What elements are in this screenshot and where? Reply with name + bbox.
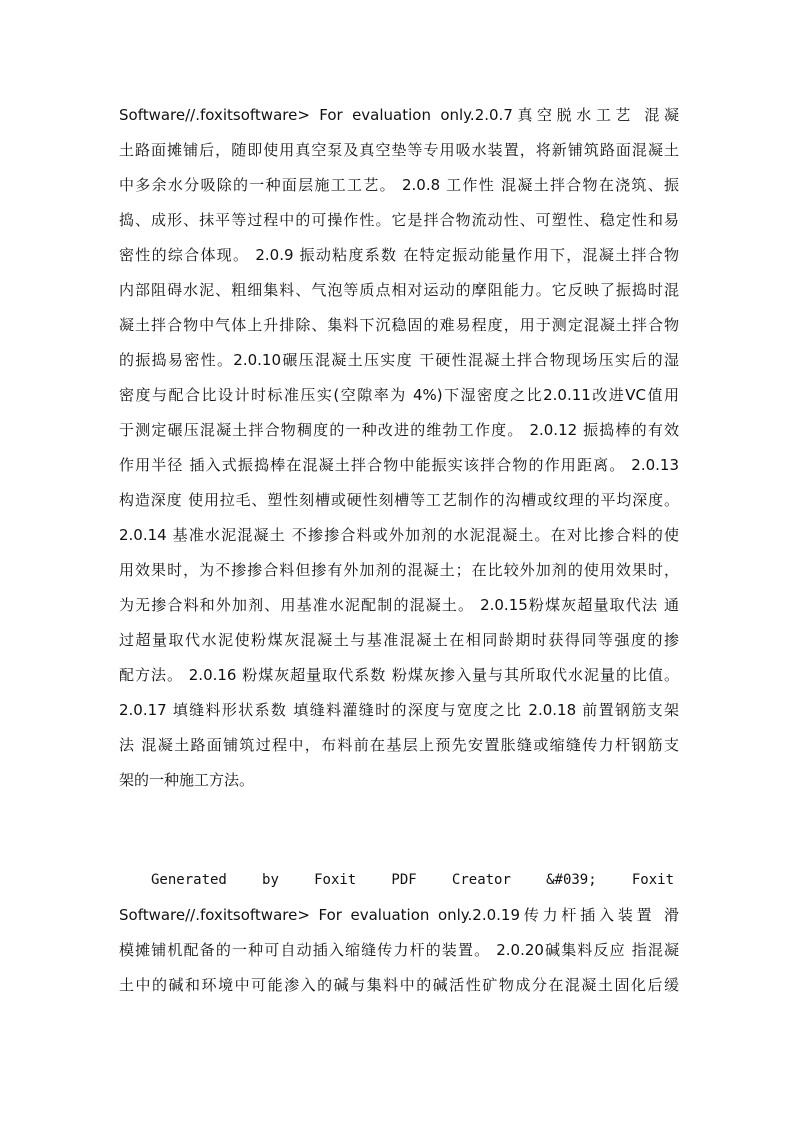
text-line: 密性的综合体现。 2.0.9 振动粘度系数 在特定振动能量作用下，混凝土拌合物 — [119, 246, 679, 264]
text-line: 2.0.14 基准水泥混凝土 不掺掺合料或外加剂的水泥混凝土。在对比掺合料的使 — [119, 526, 679, 544]
text-line: 用效果时，为不掺掺合料但掺有外加剂的混凝土；在比较外加剂的使用效果时， — [119, 561, 679, 579]
text-line: 2.0.17 填缝料形状系数 填缝料灌缝时的深度与宽度之比 2.0.18 前置钢筋支架 — [119, 701, 679, 719]
text-line: 于测定碾压混凝土拌合物稠度的一种改进的维勃工作度。 2.0.12 振捣棒的有效 — [119, 421, 679, 439]
text-line: 密度与配合比设计时标准压实(空隙率为 4%)下湿密度之比2.0.11改进VC值用 — [119, 386, 679, 404]
text-line: 捣、成形、抹平等过程中的可操作性。它是拌合物流动性、可塑性、稳定性和易 — [119, 211, 679, 229]
text-line: 中多余水分吸除的一种面层施工工艺。 2.0.8 工作性 混凝土拌合物在浇筑、振 — [119, 176, 679, 194]
text-line: 法 混凝土路面铺筑过程中，布料前在基层上预先安置胀缝或缩缝传力杆钢筋支 — [119, 736, 679, 754]
text-line: 内部阻碍水泥、粗细集料、气泡等质点相对运动的摩阻能力。它反映了振捣时混 — [119, 281, 679, 299]
text-line: 的振捣易密性。2.0.10碾压混凝土压实度 干硬性混凝土拌合物现场压实后的湿 — [119, 351, 679, 369]
generated-by-line: Generated by Foxit PDF Creator &#039; Foxit — [151, 872, 674, 888]
text-line: 为无掺合料和外加剂、用基准水泥配制的混凝土。 2.0.15粉煤灰超量取代法 通 — [119, 596, 679, 614]
text-line: 凝土拌合物中气体上升排除、集料下沉稳固的难易程度，用于测定混凝土拌合物 — [119, 316, 679, 334]
text-line: 构造深度 使用拉毛、塑性刻槽或硬性刻槽等工艺制作的沟槽或纹理的平均深度。 — [119, 491, 679, 509]
text-line: Software//.foxitsoftware> For evaluation only.2.0.7真空脱水工艺 混凝 — [119, 106, 679, 124]
text-line: 土路面摊铺后，随即使用真空泵及真空垫等专用吸水装置，将新铺筑路面混凝土 — [119, 141, 679, 159]
text-line: 架的一种施工方法。 — [119, 771, 255, 789]
text-line: 配方法。 2.0.16 粉煤灰超量取代系数 粉煤灰掺入量与其所取代水泥量的比值。 — [119, 666, 679, 684]
text-line: 过超量取代水泥使粉煤灰混凝土与基准混凝土在相同龄期时获得同等强度的掺 — [119, 631, 679, 649]
text-line: 作用半径 插入式振捣棒在混凝土拌合物中能振实该拌合物的作用距离。 2.0.13 — [119, 456, 679, 474]
text-line: Software//.foxitsoftware> For evaluation only.2.0.19传力杆插入装置 滑 — [119, 906, 679, 924]
text-line: 土中的碱和环境中可能渗入的碱与集料中的碱活性矿物成分在混凝土固化后缓 — [119, 976, 679, 994]
text-line: 模摊铺机配备的一种可自动插入缩缝传力杆的装置。 2.0.20碱集料反应 指混凝 — [119, 941, 679, 959]
